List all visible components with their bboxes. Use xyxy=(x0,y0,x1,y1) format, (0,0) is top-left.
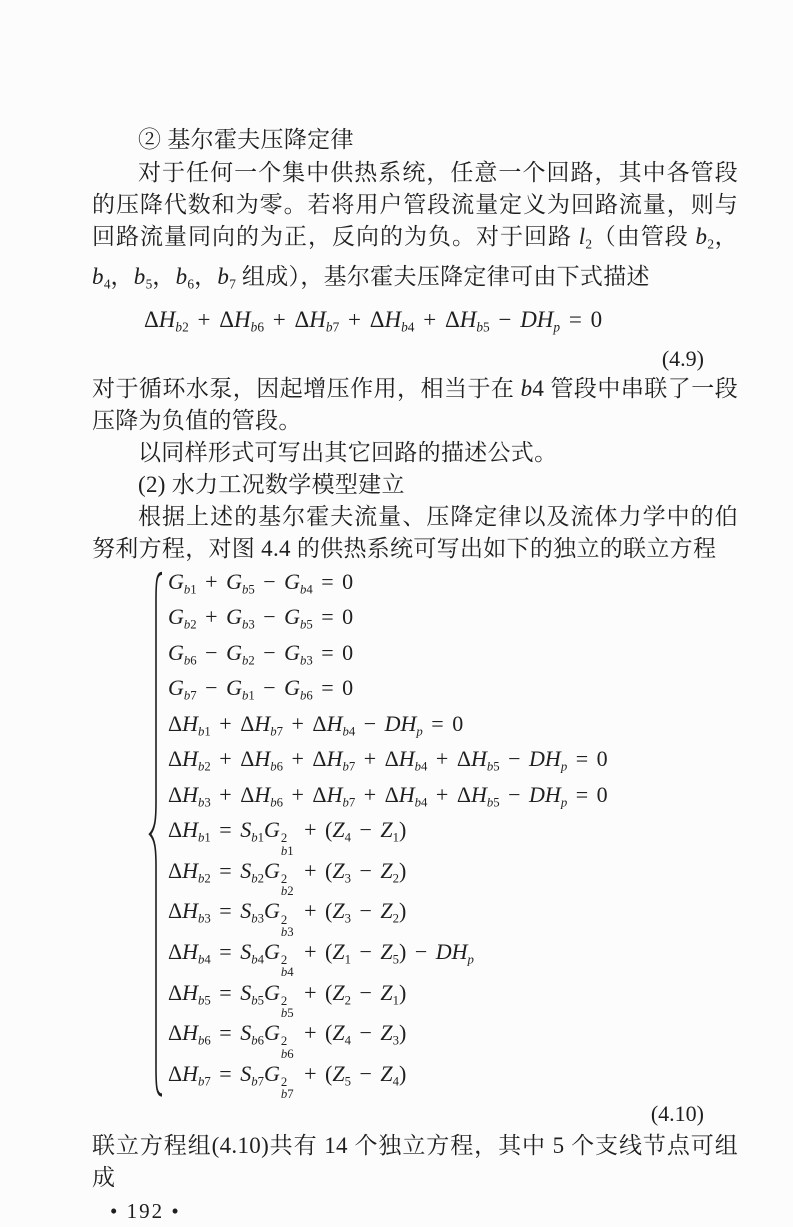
equation-4-9: $\Delta H_{b2} + \Delta H_{b6} + \Delta H_{b7} + \Delta H_{b4} + \Delta H_{b5} - DH_p = 0$ xyxy=(144,307,603,335)
paragraph-model-setup: 根据上述的基尔霍夫流量、压降定律以及流体力学中的伯努利方程，对图 4.4 的供热系统可写出如下的独立的联立方程 xyxy=(92,503,738,561)
equation-system-4-10 xyxy=(148,568,738,1100)
equation-line: $\Delta H_{b6} = S_{b6}G$ 2 b6 + $(Z_4 - Z_3)$ xyxy=(168,1020,407,1061)
equation-line: $\Delta H_{b5} = S_{b5}G$ 2 b5 + $(Z_2 - Z_1)$ xyxy=(168,979,407,1020)
left-brace-icon xyxy=(148,568,164,1100)
equation-line: $\Delta H_{b3} + \Delta H_{b6} + \Delta H_{b7} + \Delta H_{b4} + \Delta H_{b5} - DH_p = 0$ xyxy=(168,781,608,810)
equation-line: $G_{b6} - G_{b2} - G_{b3} = 0$ xyxy=(168,639,354,668)
paragraph-circulation-pump: 对于循环水泵，因起增压作用，相当于在 b4 管段中串联了一段压降为负值的管段。 xyxy=(92,375,739,433)
paragraph-kirchhoff-intro: 对于任何一个集中供热系统，任意一个回路，其中各管段的压降代数和为零。若将用户管段流量定义为回路流量，则与回路流量同向的为正，反向的为负。对于回路 $l_2$（由管段 $b_2$，$b_4$，$b_5$，$b_6$，$b_7$ 组成），基尔霍夫压降定律可由下式描述 xyxy=(92,160,738,292)
equation-line: $G_{b7} - G_{b1} - G_{b6} = 0$ xyxy=(168,675,354,703)
equation-lines xyxy=(168,568,738,1100)
equation-line: $G_{b2} + G_{b3} - G_{b5} = 0$ xyxy=(168,604,354,632)
section-heading-kirchhoff-law: ② 基尔霍夫压降定律 xyxy=(138,127,354,152)
paragraph-same-form: 以同样形式可写出其它回路的描述公式。 xyxy=(138,439,558,465)
equation-line: $\Delta H_{b1} + \Delta H_{b7} + \Delta H_{b4} - DH_p = 0$ xyxy=(168,710,464,739)
subheading-hydraulic-model: (2) 水力工况数学模型建立 xyxy=(138,471,405,497)
equation-line: $\Delta H_{b7} = S_{b7}G$ 2 b7 + $(Z_5 - Z_4)$ xyxy=(168,1060,407,1102)
equation-line: $G_{b1} + G_{b5} - G_{b4} = 0$ xyxy=(168,568,354,597)
equation-line: $\Delta H_{b1} = S_{b1}G$ 2 b1 + $(Z_4 - Z_1)$ xyxy=(168,817,407,858)
equation-line: $\Delta H_{b2} + \Delta H_{b6} + \Delta H_{b7} + \Delta H_{b4} + \Delta H_{b5} - DH_p = 0$ xyxy=(168,746,608,774)
equation-line: $\Delta H_{b2} = S_{b2}G$ 2 b2 + $(Z_3 - Z_2)$ xyxy=(168,857,407,899)
equation-line: $\Delta H_{b3} = S_{b3}G$ 2 b3 + $(Z_3 - Z_2)$ xyxy=(168,898,407,939)
paragraph-closing: 联立方程组(4.10)共有 14 个独立方程，其中 5 个支线节点可组成 xyxy=(92,1133,738,1191)
document-page xyxy=(92,124,738,1227)
page-number: • 192 • xyxy=(110,1199,181,1224)
equation-line: $\Delta H_{b4} = S_{b4}G$ 2 b4 + $(Z_1 - Z_5) - DH_p$ xyxy=(168,938,474,980)
equation-number-4-9: (4.9) xyxy=(661,345,704,371)
equation-number-4-10: (4.10) xyxy=(650,1101,704,1127)
